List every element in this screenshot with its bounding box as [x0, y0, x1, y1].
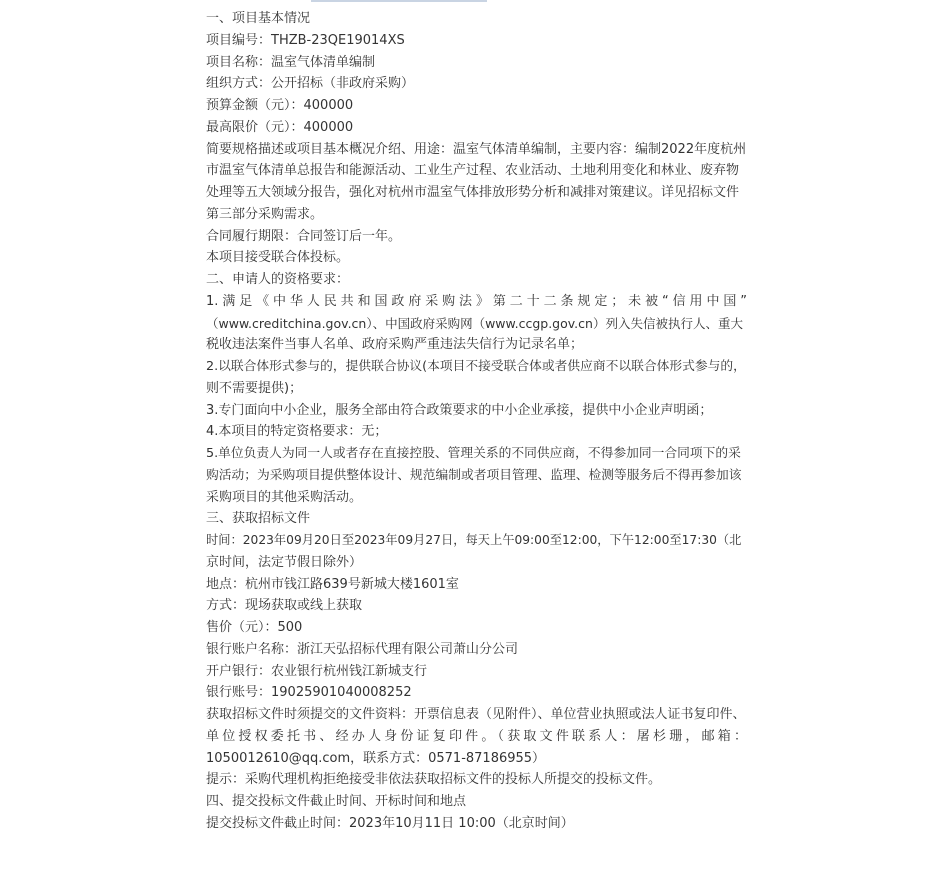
consortium-note: 本项目接受联合体投标。 — [206, 250, 350, 266]
acquisition-time: 时间：2023年09月20日至2023年09月27日，每天上午09:00至12:00，下午12:00至17:30（北 — [206, 533, 742, 547]
acquisition-method: 方式：现场获取或线上获取 — [206, 598, 363, 614]
contract-period: 合同履行期限：合同签订后一年。 — [206, 228, 402, 244]
qualification-item: （www.creditchina.gov.cn）、中国政府采购网（www.ccgp.gov.cn）列入失信被执行人、重大 — [206, 315, 743, 331]
qualification-item: 购活动；为采购项目提供整体设计、规范编制或者项目管理、监理、检测等服务后不得再参加该 — [206, 467, 742, 483]
bank-account-name: 银行账户名称：浙江天弘招标代理有限公司萧山分公司 — [206, 641, 519, 657]
required-documents: 单位授权委托书、经办人身份证复印件。（获取文件联系人：屠杉珊，邮箱： — [206, 728, 747, 744]
acquisition-time: 京时间，法定节假日除外） — [206, 554, 363, 570]
project-number: 项目编号：THZB-23QE19014XS — [206, 32, 405, 48]
section-heading: 一、项目基本情况 — [206, 11, 311, 26]
project-description: 市温室气体清单总报告和能源活动、工业生产过程、农业活动、土地利用变化和林业、废弃物 — [206, 163, 740, 179]
top-divider — [311, 0, 487, 2]
project-name: 项目名称：温室气体清单编制 — [206, 54, 376, 70]
qualification-item: 4.本项目的特定资格要求：无； — [206, 424, 388, 440]
qualification-item: 则不需要提供)； — [206, 380, 303, 396]
organization-method: 组织方式：公开招标（非政府采购） — [206, 76, 415, 92]
notice-tip: 提示：采购代理机构拒绝接受非依法获取招标文件的投标人所提交的投标文件。 — [206, 772, 662, 788]
required-documents: 获取招标文件时须提交的文件资料：开票信息表（见附件）、单位营业执照或法人证书复印件、 — [206, 707, 746, 722]
submission-deadline: 提交投标文件截止时间：2023年10月11日 10:00（北京时间） — [206, 815, 574, 831]
max-price: 最高限价（元）：400000 — [206, 119, 354, 135]
project-description: 第三部分采购需求。 — [206, 206, 324, 222]
section-heading: 三、获取招标文件 — [206, 511, 311, 527]
project-description: 处理等五大领域分报告，强化对杭州市温室气体排放形势分析和减排对策建议。详见招标文件 — [206, 185, 740, 200]
acquisition-location: 地点：杭州市钱江路639号新城大楼1601室 — [206, 576, 459, 592]
section-heading: 四、提交投标文件截止时间、开标时间和地点 — [206, 794, 467, 809]
contact-info: 1050012610@qq.com，联系方式：0571-87186955） — [206, 750, 546, 766]
qualification-item: 5.单位负责人为同一人或者存在直接控股、管理关系的不同供应商，不得参加同一合同项下的采 — [206, 446, 741, 461]
section-heading: 二、申请人的资格要求： — [206, 272, 350, 287]
announcement-body — [206, 8, 747, 835]
bank-name: 开户银行：农业银行杭州钱江新城支行 — [206, 663, 428, 679]
budget-amount: 预算金额（元）：400000 — [206, 98, 354, 113]
document-price: 售价（元）：500 — [206, 620, 303, 635]
bank-account-number: 银行账号：19025901040008252 — [206, 685, 412, 701]
qualification-item: 1.满足《中华人民共和国政府采购法》第二十二条规定；未被“信用中国” — [206, 293, 747, 309]
qualification-item: 税收违法案件当事人名单、政府采购严重违法失信行为记录名单； — [206, 337, 584, 353]
project-description: 简要规格描述或项目基本概况介绍、用途：温室气体清单编制，主要内容：编制2022年度杭州 — [206, 141, 747, 157]
qualification-item: 采购项目的其他采购活动。 — [206, 489, 363, 505]
qualification-item: 3.专门面向中小企业，服务全部由符合政策要求的中小企业承接，提供中小企业声明函； — [206, 402, 713, 418]
qualification-item: 2.以联合体形式参与的，提供联合协议(本项目不接受联合体或者供应商不以联合体形式参与的， — [206, 359, 746, 374]
